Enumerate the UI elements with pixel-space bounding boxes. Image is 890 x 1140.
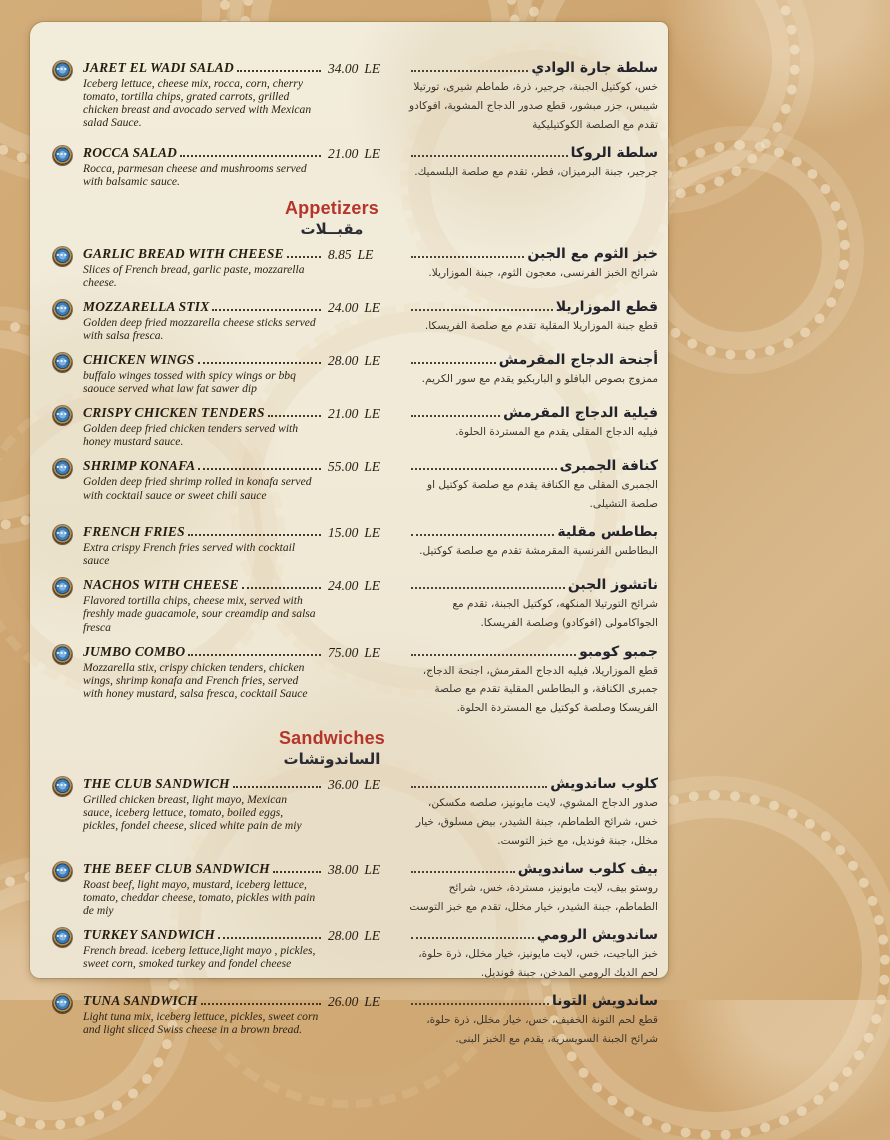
menu-item-row: [46, 776, 658, 851]
section-header-en: Sandwiches: [278, 728, 386, 749]
item-price: [328, 405, 402, 422]
section-header: [46, 728, 618, 768]
item-name-en: TUNA SANDWICH: [83, 992, 198, 1008]
item-name-ar: سلطة الروكا: [570, 144, 658, 161]
dotted-leader: [198, 362, 321, 364]
dotted-leader: [411, 937, 534, 939]
item-price-currency: LE: [364, 406, 381, 422]
brand-medallion-icon: [53, 994, 72, 1013]
item-arabic-block: [407, 927, 658, 983]
item-price-value: 28.00: [328, 353, 359, 369]
dotted-leader: [198, 468, 321, 470]
menu-item-row: [46, 60, 658, 135]
item-name-ar: ناتشوز الجبن: [567, 577, 658, 594]
item-arabic-block: [407, 145, 658, 182]
menu-item-row: [46, 299, 658, 342]
dotted-leader: [201, 1003, 321, 1005]
menu-item-row: [46, 993, 658, 1049]
item-name-ar: بيف كلوب ساندويش: [517, 860, 658, 877]
dotted-leader: [268, 415, 321, 417]
item-name-en: FRENCH FRIES: [83, 524, 185, 540]
item-desc-ar: قطع الموزاريلا، فيليه الدجاج المقرمش، اجنحة الدجاج، جمبرى الكنافة، و البطاطس المقلية تقدم مع صلصة الفريسكا وصلصة كوكتيل مع المستردة الحلوة.: [422, 664, 658, 715]
item-name-ar: أجنحة الدجاج المقرمش: [498, 352, 658, 369]
item-desc-en: Iceberg lettuce, cheese mix, rocca, corn, cherry tomato, tortilla chips, grated carrots, grilled chicken breast and avocado served with Mexican salad Sauce.: [83, 77, 312, 130]
brand-medallion-icon: [53, 353, 72, 372]
item-name-ar: كلوب ساندويش: [550, 776, 658, 793]
item-desc-ar: صدور الدجاج المشوي، لايت مايونيز، صلصه مكسكن، خس، شرائح الطماطم، جبنة الشيدر، بيض مسلوق، خيار مخلل، جبنة فونديل، مع خبز التوست.: [415, 797, 658, 847]
item-english-block: [83, 299, 323, 342]
item-price: [328, 524, 402, 541]
item-price: [328, 644, 402, 661]
item-desc-ar: فيليه الدجاج المقلى يقدم مع المستردة الحلوة.: [455, 426, 658, 439]
item-price-currency: LE: [364, 861, 381, 877]
item-price: [328, 927, 402, 944]
item-price: [328, 145, 402, 162]
menu-item-row: [46, 246, 658, 289]
item-price-value: 26.00: [328, 993, 359, 1009]
dotted-leader: [273, 871, 321, 873]
item-name-ar: قطع الموزاريلا: [555, 298, 658, 315]
item-desc-en: French bread. iceberg lettuce,light mayo , pickles, sweet corn, smoked turkey and fondel cheese: [83, 943, 316, 971]
menu-item-row: [46, 352, 658, 395]
dotted-leader: [411, 1003, 549, 1005]
menu: [30, 22, 668, 1048]
item-price-currency: LE: [364, 993, 381, 1009]
item-price-currency: LE: [357, 246, 374, 262]
item-price-currency: LE: [364, 145, 381, 161]
item-english-block: [83, 993, 323, 1036]
item-name-ar: كنافة الجمبرى: [559, 458, 658, 475]
item-desc-ar: شرائح التورتيلا المنكهه، كوكتيل الجبنة، تقدم مع الجواكامولى (افوكادو) وصلصة الفريسكا.: [452, 598, 658, 630]
item-price-value: 75.00: [328, 644, 359, 660]
dotted-leader: [180, 155, 321, 157]
item-arabic-block: [407, 405, 658, 442]
item-price: [328, 861, 402, 878]
item-name-en: NACHOS WITH CHEESE: [83, 577, 239, 593]
menu-item-row: [46, 577, 658, 633]
item-price-currency: LE: [364, 777, 381, 793]
brand-medallion-icon: [53, 777, 72, 796]
brand-medallion-icon: [53, 928, 72, 947]
item-english-block: [83, 246, 323, 289]
item-price-value: 36.00: [328, 777, 359, 793]
item-desc-ar: قطع لحم التونة الخفيف، خس، خيار مخلل، ذرة حلوة، شرائح الجبنة السويسرية، يقدم مع الخبز البنى.: [426, 1013, 658, 1045]
item-price-value: 15.00: [328, 525, 359, 541]
item-desc-ar: قطع جبنة الموزاريلا المقلية تقدم مع صلصة الفريسكا.: [424, 319, 658, 332]
dotted-leader: [411, 587, 565, 589]
menu-item-row: [46, 927, 658, 983]
item-name-en: MOZZARELLA STIX: [83, 298, 210, 314]
dotted-leader: [218, 937, 321, 939]
dotted-leader: [411, 468, 557, 470]
item-price-value: 8.85: [328, 246, 352, 262]
item-desc-en: Grilled chicken breast, light mayo, Mexican sauce, iceberg lettuce, tomato, boiled eggs, pickles, fondel cheese, sliced white pain de miy: [83, 793, 302, 833]
item-desc-en: Golden deep fried chicken tenders served with honey mustard sauce.: [83, 422, 299, 449]
item-name-en: TURKEY SANDWICH: [83, 926, 215, 942]
item-name-ar: سلطة جارة الوادي: [531, 60, 658, 76]
item-price-value: 34.00: [328, 61, 359, 76]
brand-medallion-icon: [53, 578, 72, 597]
item-desc-ar: شرائح الخبز الفرنسى، معجون الثوم، جبنة الموزاريلا.: [428, 266, 658, 279]
dotted-leader: [237, 70, 321, 72]
item-english-block: [83, 927, 323, 970]
item-desc-en: Extra crispy French fries served with cocktail sauce: [83, 541, 296, 568]
item-price: [328, 993, 402, 1010]
brand-medallion-icon: [53, 146, 72, 165]
item-arabic-block: [407, 644, 658, 719]
item-price-value: 21.00: [328, 145, 359, 161]
item-arabic-block: [407, 60, 658, 135]
item-price: [328, 577, 402, 594]
item-price: [328, 776, 402, 793]
brand-medallion-icon: [53, 247, 72, 266]
item-english-block: [83, 776, 323, 832]
item-price-currency: LE: [364, 61, 381, 76]
section-header-en: Appetizers: [284, 197, 380, 218]
item-arabic-block: [407, 352, 658, 389]
item-arabic-block: [407, 299, 658, 336]
item-desc-en: Flavored tortilla chips, cheese mix, served with freshly made guacamole, sour creamdip and salsa fresca: [83, 594, 316, 634]
item-price-currency: LE: [364, 927, 381, 943]
item-desc-ar: خبز الباجيت، خس، لايت مايونيز، خيار مخلل، ذرة حلوة، لحم الديك الرومي المدخن، جبنة فونديل.: [418, 947, 658, 979]
item-arabic-block: [407, 246, 658, 283]
item-name-en: THE BEEF CLUB SANDWICH: [83, 860, 270, 876]
dotted-leader: [188, 534, 321, 536]
dotted-leader: [411, 534, 554, 536]
item-price-value: 24.00: [328, 299, 359, 315]
section-header-ar: مقبــلات: [300, 219, 364, 238]
item-english-block: [83, 861, 323, 917]
item-name-en: THE CLUB SANDWICH: [83, 776, 230, 792]
item-desc-en: buffalo winges tossed with spicy wings or bbq saouce served what law fat sawer dip: [83, 369, 296, 396]
item-english-block: [83, 145, 323, 188]
menu-item-row: [46, 458, 658, 514]
item-price-value: 28.00: [328, 927, 359, 943]
brand-medallion-icon: [53, 406, 72, 425]
item-price-currency: LE: [364, 578, 381, 594]
brand-medallion-icon: [53, 862, 72, 881]
item-name-ar: ساندويش التونا: [551, 992, 658, 1009]
menu-item-row: [46, 405, 658, 448]
item-name-ar: خبز الثوم مع الجبن: [527, 245, 658, 262]
section-header-ar: الساندوتشات: [283, 750, 381, 769]
item-english-block: [83, 644, 323, 700]
item-name-ar: بطاطس مقلية: [557, 524, 658, 541]
dotted-leader: [411, 654, 576, 656]
item-price-value: 55.00: [328, 459, 359, 475]
dotted-leader: [411, 309, 553, 311]
item-desc-ar: البطاطس الفرنسية المقرمشة تقدم مع صلصة كوكتيل.: [419, 545, 658, 558]
dotted-leader: [411, 871, 515, 873]
item-price-currency: LE: [364, 644, 381, 660]
item-arabic-block: [407, 861, 658, 917]
item-desc-en: Mozzarella stix, crispy chicken tenders, chicken wings, shrimp konafa and French fries, served with honey mustard, salsa fresca, cocktail Sauce: [83, 660, 308, 700]
item-name-en: GARLIC BREAD WITH CHEESE: [83, 245, 284, 261]
item-name-en: SHRIMP KONAFA: [83, 458, 196, 474]
item-price-value: 38.00: [328, 861, 359, 877]
item-name-en: JARET EL WADI SALAD: [83, 60, 234, 75]
dotted-leader: [411, 256, 524, 258]
item-arabic-block: [407, 458, 658, 514]
item-english-block: [83, 524, 323, 567]
brand-medallion-icon: [53, 459, 72, 478]
item-desc-ar: خس، كوكتيل الجبنة، جرجير، ذرة، طماطم شيرى، تورتيلا شيبس، جزر مبشور، قطع صدور الدجاج المشوية، افوكادو تقدم مع الصلصة الكوكتيليكية: [409, 81, 658, 131]
item-price-value: 24.00: [328, 578, 359, 594]
item-desc-en: Roast beef, light mayo, mustard, iceberg lettuce, tomato, cheddar cheese, tomato, pickles with pain de miy: [83, 877, 316, 917]
menu-item-row: [46, 524, 658, 567]
item-arabic-block: [407, 524, 658, 561]
brand-medallion-icon: [53, 645, 72, 664]
item-desc-en: Rocca, parmesan cheese and mushrooms served with balsamic sauce.: [83, 161, 307, 188]
menu-item-row: [46, 644, 658, 719]
item-english-block: [83, 577, 323, 633]
brand-medallion-icon: [53, 300, 72, 319]
item-desc-en: Slices of French bread, garlic paste, mozzarella cheese.: [83, 262, 305, 289]
item-english-block: [83, 458, 323, 501]
dotted-leader: [411, 155, 568, 157]
item-desc-en: Golden deep fried shrimp rolled in konafa served with cocktail sauce or sweet chili sauce: [83, 475, 312, 502]
item-price: [328, 458, 402, 475]
item-arabic-block: [407, 577, 658, 633]
dotted-leader: [233, 786, 321, 788]
dotted-leader: [188, 654, 321, 656]
item-name-en: CHICKEN WINGS: [83, 352, 195, 368]
dotted-leader: [411, 415, 500, 417]
item-name-en: JUMBO COMBO: [83, 643, 186, 659]
brand-medallion-icon: [53, 525, 72, 544]
brand-medallion-icon: [53, 61, 72, 80]
dotted-leader: [411, 362, 496, 364]
menu-page: [30, 22, 668, 1045]
item-desc-en: Golden deep fried mozzarella cheese sticks served with salsa fresca.: [83, 315, 316, 342]
dotted-leader: [411, 70, 528, 72]
item-name-ar: ساندويش الرومي: [536, 926, 658, 943]
section-header: [46, 198, 618, 238]
item-desc-ar: ممزوج بصوص البافلو و الباربكيو يقدم مع سور الكريم.: [421, 373, 658, 386]
item-english-block: [83, 405, 323, 448]
item-english-block: [83, 60, 323, 129]
dotted-leader: [287, 256, 321, 258]
item-price-currency: LE: [364, 525, 381, 541]
dotted-leader: [411, 786, 547, 788]
dotted-leader: [212, 309, 321, 311]
item-name-en: ROCCA SALAD: [83, 144, 178, 160]
item-english-block: [83, 352, 323, 395]
item-price-currency: LE: [364, 353, 381, 369]
item-price-currency: LE: [364, 459, 381, 475]
item-arabic-block: [407, 776, 658, 851]
item-arabic-block: [407, 993, 658, 1049]
item-price: [328, 352, 402, 369]
item-price: [328, 299, 402, 316]
item-desc-ar: الجمبرى المقلى مع الكنافة يقدم مع صلصة كوكتيل او صلصة التشيلى.: [426, 479, 658, 511]
item-name-ar: جمبو كومبو: [579, 643, 658, 660]
item-price-currency: LE: [364, 299, 381, 315]
item-price-value: 21.00: [328, 406, 359, 422]
item-desc-ar: جرجير، جبنة البرميزان، فطر، تقدم مع صلصة البلسميك.: [414, 165, 658, 178]
item-price: [328, 60, 402, 77]
dotted-leader: [242, 587, 321, 589]
item-name-ar: فيلية الدجاج المقرمش: [503, 405, 658, 422]
item-desc-ar: روستو بيف، لايت مايونيز، مستردة، خس، شرائح الطماطم، جبنة الشيدر، خيار مخلل، تقدم مع خبز التوست: [409, 881, 658, 913]
menu-item-row: [46, 861, 658, 917]
item-desc-en: Light tuna mix, iceberg lettuce, pickles, sweet corn and light sliced Swiss cheese in a brown bread.: [83, 1009, 319, 1036]
item-name-en: CRISPY CHICKEN TENDERS: [83, 405, 265, 421]
item-price: [328, 246, 402, 263]
menu-item-row: [46, 145, 658, 188]
